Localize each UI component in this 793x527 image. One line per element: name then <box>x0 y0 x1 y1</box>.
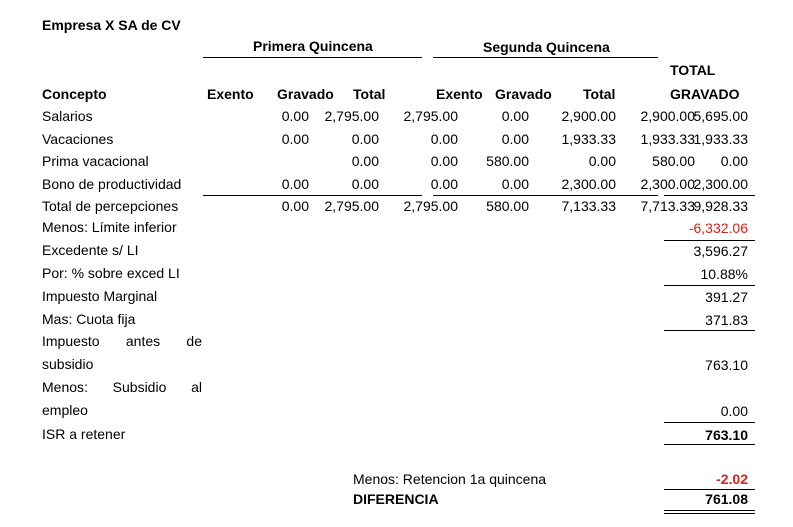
subsidio-label <box>42 379 202 395</box>
s-gravado-header: Gravado <box>495 86 552 102</box>
por-pct-value: 10.88% <box>700 266 748 282</box>
s-exento-cell: 580.00 <box>486 153 529 169</box>
p-total-cell: 0.00 <box>430 175 458 192</box>
total-gravado-cell: 0.00 <box>720 153 748 169</box>
company-title: Empresa X SA de CV <box>42 17 181 33</box>
total-gravado-cell: 2,300.00 <box>693 175 748 192</box>
p-total-header: Total <box>353 86 386 102</box>
por-pct-label: Por: % sobre exced LI <box>42 265 180 281</box>
cuota-fija-value: 371.83 <box>705 312 748 328</box>
s-total-cell: 2,900.00 <box>640 108 695 124</box>
s-exento-cell: 580.00 <box>486 198 529 214</box>
impuesto-marginal-label: Impuesto Marginal <box>42 288 158 304</box>
subsidio-word: al <box>191 379 202 395</box>
limite-divider <box>664 240 755 241</box>
subsidio-label-line2: empleo <box>42 402 88 418</box>
impuesto-antes-value: 763.10 <box>705 357 748 373</box>
menos-limite-label: Menos: Límite inferior <box>42 219 177 235</box>
diferencia-double-line-top <box>664 510 755 511</box>
impuesto-antes-word: antes <box>125 333 161 349</box>
impuesto-antes-label-line2: subsidio <box>42 356 94 372</box>
percepciones-table <box>42 106 757 219</box>
concepto-cell: Total de percepciones <box>42 198 179 214</box>
cuota-fija-label: Mas: Cuota fija <box>42 311 136 327</box>
concepto-cell: Vacaciones <box>42 130 114 147</box>
diferencia-value: 761.08 <box>705 491 748 507</box>
p-exento-header: Exento <box>207 86 254 102</box>
retencion-label: Menos: Retencion 1a quincena <box>353 471 547 487</box>
total-header-bottom: GRAVADO <box>670 86 740 102</box>
pct-divider <box>664 285 755 286</box>
concepto-header: Concepto <box>42 86 107 102</box>
s-gravado-cell: 2,300.00 <box>561 175 616 192</box>
p-exento-cell: 0.00 <box>281 198 309 214</box>
s-total-cell: 7,713.33 <box>640 198 695 214</box>
p-total-cell: 0.00 <box>430 130 458 147</box>
diferencia-double-line-bottom <box>664 513 755 514</box>
p-gravado-cell: 0.00 <box>351 153 379 169</box>
menos-limite-value: -6,332.06 <box>688 220 748 236</box>
concepto-cell: Bono de productividad <box>42 175 182 192</box>
total-header-top: TOTAL <box>670 62 716 78</box>
isr-value: 763.10 <box>705 427 748 443</box>
impuesto-antes-word: Impuesto <box>42 333 100 349</box>
subsidio-word: Subsidio <box>112 379 167 395</box>
primera-quincena-header: Primera Quincena <box>253 38 373 54</box>
s-total-cell: 2,300.00 <box>640 175 695 192</box>
total-gravado-cell: 9,928.33 <box>693 198 748 214</box>
primera-total-divider <box>203 195 422 196</box>
retencion-value: -2.02 <box>716 471 748 487</box>
subsidio-divider <box>664 422 755 423</box>
excedente-label: Excedente s/ LI <box>42 242 139 258</box>
excedente-value: 3,596.27 <box>693 243 748 259</box>
retencion-divider <box>664 489 755 490</box>
isr-label: ISR a retener <box>42 426 126 442</box>
s-total-cell: 1,933.33 <box>640 130 695 147</box>
s-exento-cell: 0.00 <box>501 130 529 147</box>
segunda-header-underline <box>433 57 658 58</box>
segunda-quincena-header: Segunda Quincena <box>483 39 610 55</box>
s-exento-cell: 0.00 <box>501 175 529 192</box>
p-gravado-cell: 2,795.00 <box>324 108 379 124</box>
table-row <box>42 174 757 197</box>
p-gravado-cell: 0.00 <box>351 175 379 192</box>
s-gravado-cell: 0.00 <box>588 153 616 169</box>
p-total-cell: 2,795.00 <box>403 198 458 214</box>
p-exento-cell: 0.00 <box>281 108 309 124</box>
total-gravado-cell: 1,933.33 <box>693 130 748 147</box>
impuesto-marginal-value: 391.27 <box>705 289 748 305</box>
subsidio-word: Menos: <box>42 379 88 395</box>
isr-divider <box>664 444 755 445</box>
p-total-cell: 2,795.00 <box>403 108 458 124</box>
subsidio-value: 0.00 <box>720 403 748 419</box>
p-exento-cell: 0.00 <box>281 130 309 147</box>
s-total-header: Total <box>583 86 616 102</box>
impuesto-antes-label <box>42 333 202 349</box>
table-row <box>42 129 757 152</box>
table-row-total <box>42 196 757 219</box>
s-exento-header: Exento <box>436 86 483 102</box>
primera-header-underline <box>203 57 422 58</box>
p-total-cell: 0.00 <box>430 153 458 169</box>
diferencia-label: DIFERENCIA <box>353 491 439 507</box>
s-gravado-cell: 7,133.33 <box>561 198 616 214</box>
p-gravado-cell: 2,795.00 <box>324 198 379 214</box>
cuota-divider <box>664 330 755 331</box>
gravado-total-divider <box>664 195 755 196</box>
impuesto-antes-word: de <box>186 333 202 349</box>
concepto-cell: Prima vacacional <box>42 153 149 169</box>
p-gravado-header: Gravado <box>277 86 334 102</box>
s-gravado-cell: 1,933.33 <box>561 130 616 147</box>
s-exento-cell: 0.00 <box>501 108 529 124</box>
s-gravado-cell: 2,900.00 <box>561 108 616 124</box>
p-exento-cell: 0.00 <box>281 175 309 192</box>
concepto-cell: Salarios <box>42 108 93 124</box>
table-row <box>42 106 757 129</box>
s-total-cell: 580.00 <box>652 153 695 169</box>
total-gravado-cell: 5,695.00 <box>693 108 748 124</box>
segunda-total-divider <box>433 195 658 196</box>
p-gravado-cell: 0.00 <box>351 130 379 147</box>
table-row <box>42 151 757 174</box>
